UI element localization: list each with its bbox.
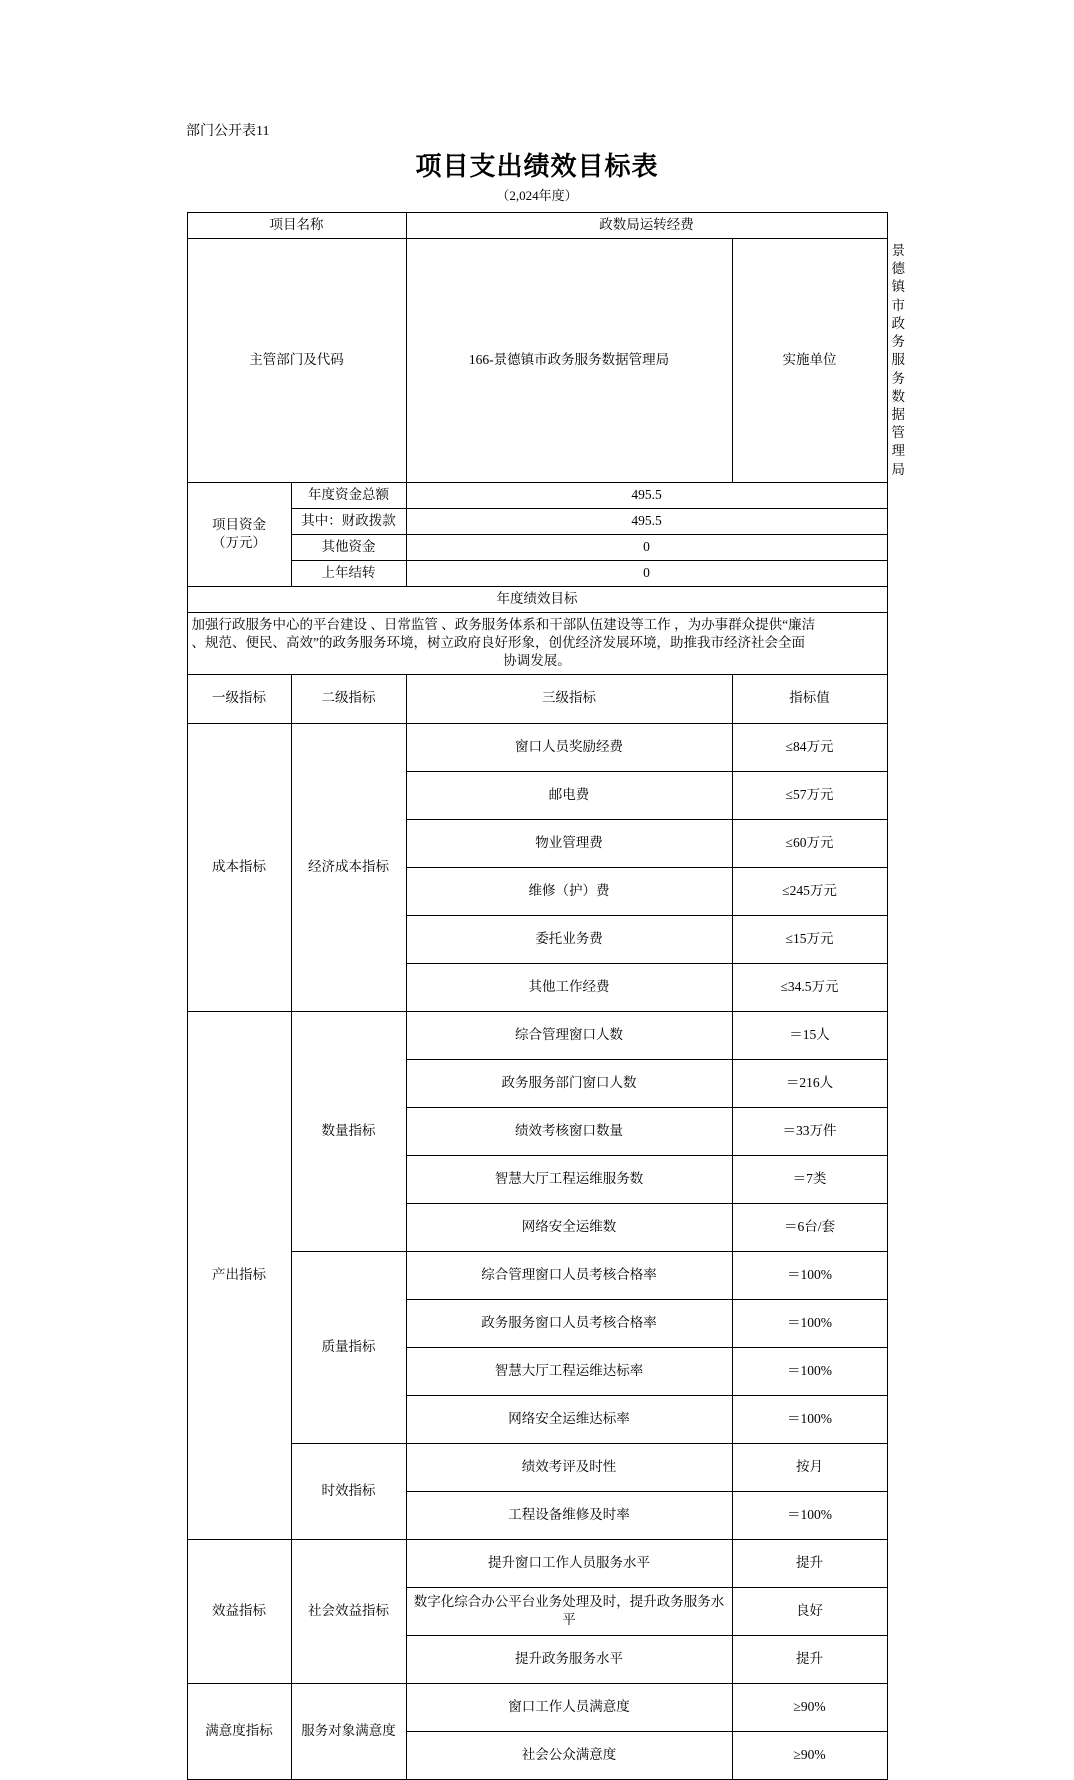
sheet-label: 部门公开表11 (186, 124, 270, 139)
table-row (187, 1443, 887, 1491)
table-row-project-name (187, 213, 887, 239)
table-row (187, 1011, 887, 1059)
indicator-value: 良好 (732, 1587, 887, 1635)
page-title: 项目支出绩效目标表 (415, 152, 659, 181)
indicator-value: ＝100% (732, 1395, 887, 1443)
dept-label: 主管部门及代码 (187, 239, 406, 483)
funds-row-value: 495.5 (406, 508, 887, 534)
level2-economic-cost: 经济成本指标 (291, 723, 406, 1011)
level2-timeliness: 时效指标 (291, 1443, 406, 1539)
level3-label: 综合管理窗口人员考核合格率 (406, 1251, 732, 1299)
unit-label: 实施单位 (732, 239, 887, 483)
table-row (187, 1539, 887, 1587)
indicator-value: ≤245万元 (732, 867, 887, 915)
level3-label: 政务服务窗口人员考核合格率 (406, 1299, 732, 1347)
indicator-value: ＝7类 (732, 1155, 887, 1203)
level3-label: 数字化综合办公平台业务处理及时，提升政务服务水平 (406, 1587, 732, 1635)
indicator-value: ＝100% (732, 1299, 887, 1347)
level3-label: 窗口工作人员满意度 (406, 1683, 732, 1731)
funds-row-name: 年度资金总额 (291, 482, 406, 508)
project-name-value: 政数局运转经费 (406, 213, 887, 239)
level3-label: 网络安全运维数 (406, 1203, 732, 1251)
indicator-value: 提升 (732, 1635, 887, 1683)
indicator-header-row (187, 674, 887, 723)
dept-value: 166-景德镇市政务服务数据管理局 (406, 239, 732, 483)
fiscal-year: （2,024年度） (496, 188, 578, 203)
indicator-value: ＝100% (732, 1491, 887, 1539)
level3-label: 智慧大厅工程运维服务数 (406, 1155, 732, 1203)
table-row (187, 723, 887, 771)
level3-label: 工程设备维修及时率 (406, 1491, 732, 1539)
indicator-value: ≥90% (732, 1731, 887, 1779)
header-level2: 二级指标 (291, 674, 406, 723)
performance-target-table (187, 212, 905, 1780)
header-level1: 一级指标 (187, 674, 291, 723)
level3-label: 综合管理窗口人数 (406, 1011, 732, 1059)
level1-output: 产出指标 (187, 1011, 291, 1539)
table-row-annual-goal-header (187, 586, 887, 612)
level3-label: 提升窗口工作人员服务水平 (406, 1539, 732, 1587)
table-row-funds-other (187, 534, 887, 560)
funds-row-value: 0 (406, 534, 887, 560)
indicator-value: ≤57万元 (732, 771, 887, 819)
table-row-funds-carryover (187, 560, 887, 586)
level1-benefit: 效益指标 (187, 1539, 291, 1683)
indicator-value: ≤15万元 (732, 915, 887, 963)
level1-satisfaction: 满意度指标 (187, 1683, 291, 1779)
level3-label: 绩效考核窗口数量 (406, 1107, 732, 1155)
annual-goal-header: 年度绩效目标 (187, 586, 887, 612)
indicator-value: ＝216人 (732, 1059, 887, 1107)
funds-row-value: 0 (406, 560, 887, 586)
project-name-label: 项目名称 (187, 213, 406, 239)
annual-goal-text (187, 612, 887, 674)
level3-label: 社会公众满意度 (406, 1731, 732, 1779)
level3-label: 政务服务部门窗口人数 (406, 1059, 732, 1107)
indicator-value: ≤84万元 (732, 723, 887, 771)
level3-label: 窗口人员奖励经费 (406, 723, 732, 771)
level1-cost: 成本指标 (187, 723, 291, 1011)
indicator-value: ＝33万件 (732, 1107, 887, 1155)
indicator-value: ≤60万元 (732, 819, 887, 867)
level2-service-satisfaction: 服务对象满意度 (291, 1683, 406, 1779)
funds-row-value: 495.5 (406, 482, 887, 508)
header-value: 指标值 (732, 674, 887, 723)
level3-label: 物业管理费 (406, 819, 732, 867)
level2-social-benefit: 社会效益指标 (291, 1539, 406, 1683)
indicator-value: ＝6台/套 (732, 1203, 887, 1251)
indicator-value: 提升 (732, 1539, 887, 1587)
annual-goal-line-3: 协调发展。 (503, 653, 571, 669)
indicator-value: 按月 (732, 1443, 887, 1491)
funds-label (187, 482, 291, 586)
level3-label: 其他工作经费 (406, 963, 732, 1011)
table-row-funds-appropriation (187, 508, 887, 534)
table-row (187, 1683, 887, 1731)
annual-goal-line-2: 、规范、便民、高效”的政务服务环境，树立政府良好形象，创优经济发展环境，助推我市经济社会全面 (191, 635, 805, 651)
level3-label: 委托业务费 (406, 915, 732, 963)
indicator-value: ≤34.5万元 (732, 963, 887, 1011)
table-row (187, 1251, 887, 1299)
funds-label-line1: 项目资金 (212, 517, 266, 533)
level3-label: 绩效考评及时性 (406, 1443, 732, 1491)
funds-row-name: 上年结转 (291, 560, 406, 586)
level3-label: 维修（护）费 (406, 867, 732, 915)
annual-goal-line-1: 加强行政服务中心的平台建设 、日常监管 、政务服务体系和干部队伍建设等工作 ，为办事群众提供“廉洁 (191, 616, 816, 632)
indicator-value: ＝100% (732, 1251, 887, 1299)
level3-label: 智慧大厅工程运维达标率 (406, 1347, 732, 1395)
level3-label: 网络安全运维达标率 (406, 1395, 732, 1443)
funds-label-line2: （万元） (212, 535, 266, 551)
indicator-value: ＝15人 (732, 1011, 887, 1059)
indicator-value: ≥90% (732, 1683, 887, 1731)
header-level3: 三级指标 (406, 674, 732, 723)
level3-label: 邮电费 (406, 771, 732, 819)
funds-row-name: 其中：财政拨款 (291, 508, 406, 534)
table-row-annual-goal-text (187, 612, 887, 674)
funds-row-name: 其他资金 (291, 534, 406, 560)
table-row-department: 主管部门及代码 166-景德镇市政务服务数据管理局 实施单位 景德镇市政务服务数据管理局 (187, 239, 887, 483)
indicator-value: ＝100% (732, 1347, 887, 1395)
level2-quantity: 数量指标 (291, 1011, 406, 1251)
level3-label: 提升政务服务水平 (406, 1635, 732, 1683)
level2-quality: 质量指标 (291, 1251, 406, 1443)
table-row-funds-total (187, 482, 887, 508)
